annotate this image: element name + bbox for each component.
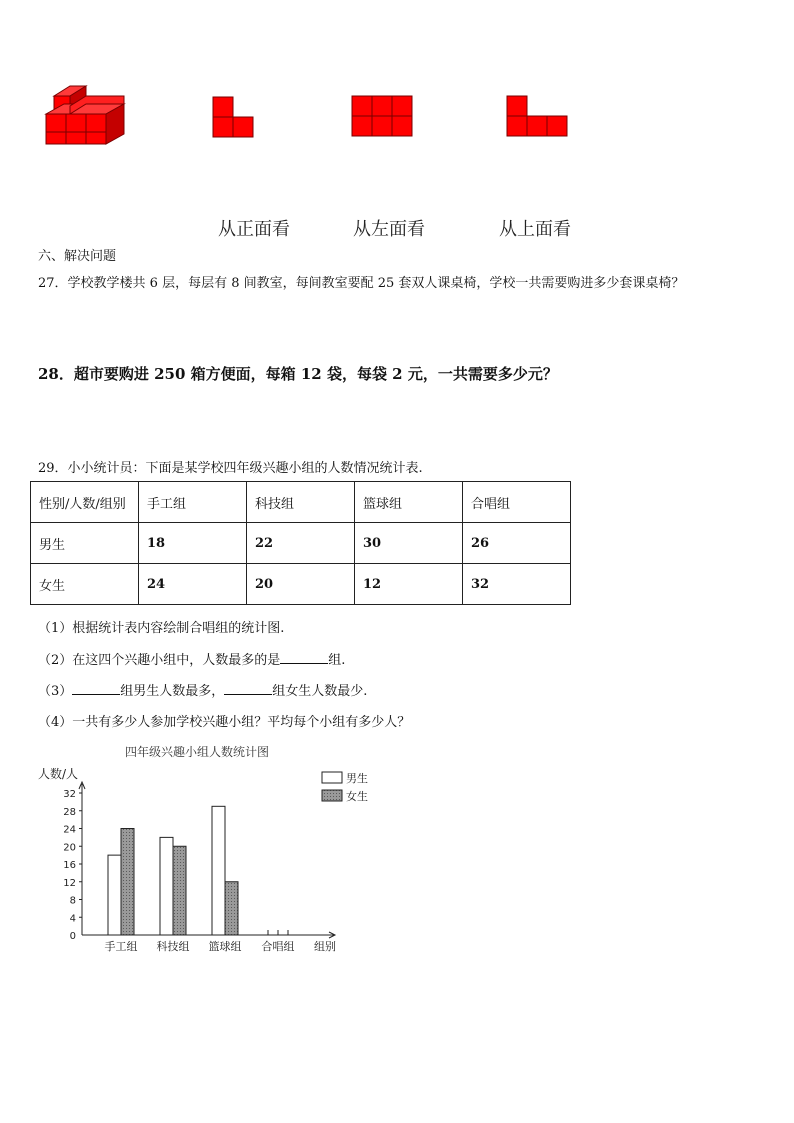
question-29-intro: 29．小小统计员：下面是某学校四年级兴趣小组的人数情况统计表. [38,461,423,476]
stat-table [30,481,571,605]
y-tick-label: 12 [63,877,76,889]
y-tick-label: 24 [63,824,76,836]
cube-figures [40,80,600,160]
bar-girls [121,829,134,936]
sub-question-3 [38,680,367,699]
table-header-cell: 手工组 [139,482,247,523]
answer-blank[interactable] [224,682,272,695]
front-view-figure [213,97,253,137]
table-header-cell: 科技组 [247,482,355,523]
legend-swatch [322,772,342,783]
x-axis-label: 组别 [314,940,336,953]
y-tick-label: 16 [63,860,76,871]
table-cell: 24 [139,564,247,605]
bar-boys [108,855,121,935]
table-header-cell: 篮球组 [355,482,463,523]
table-cell: 12 [355,564,463,605]
sub-question-1: （1）根据统计表内容绘制合唱组的统计图. [38,621,285,636]
x-tick-label: 篮球组 [208,940,242,953]
legend-swatch [322,790,342,801]
answer-blank[interactable] [72,682,120,695]
sub-question-4: （4）一共有多少人参加学校兴趣小组？平均每个小组有多少人？ [38,715,411,730]
sub-question-2-text-b: 组. [328,653,346,668]
chart-title: 四年级兴趣小组人数统计图 [125,745,270,759]
bar-girls [225,882,238,935]
left-view-figure [352,96,412,136]
table-row [31,564,571,605]
front-view-label: 从正面看 [218,219,290,240]
x-tick-label: 合唱组 [261,940,295,953]
table-cell: 26 [463,523,571,564]
table-header-row [31,482,571,523]
table-cell: 女生 [31,564,139,605]
table-header-cell: 性别/人数/组别 [31,482,139,523]
table-cell: 18 [139,523,247,564]
top-view-figure [507,96,567,136]
table-cell: 32 [463,564,571,605]
x-tick-label: 手工组 [104,940,138,953]
y-axis-label: 人数/人 [38,767,79,781]
sub-question-3-text-a: （3） [38,684,73,699]
sub-question-3-text-b: 组男生人数最多， [120,684,225,699]
bar-boys [160,837,173,935]
question-27: 27．学校教学楼共 6 层，每层有 8 间教室，每间教室要配 25 套双人课桌椅，学校一共需要购进多少套课桌椅？ [38,276,685,291]
legend-label: 男生 [346,772,368,785]
y-tick-label: 8 [69,895,76,907]
x-tick-label: 科技组 [156,940,190,953]
y-tick-label: 20 [63,842,76,854]
legend-label: 女生 [346,790,368,803]
table-cell: 男生 [31,523,139,564]
y-tick-label: 4 [69,913,76,925]
y-tick-label: 28 [63,806,76,818]
left-view-label: 从左面看 [353,219,425,240]
y-tick-label: 0 [69,931,76,942]
sub-question-2-text-a: （2）在这四个兴趣小组中，人数最多的是 [38,653,281,668]
bar-girls [173,846,186,935]
table-cell: 20 [247,564,355,605]
section-title: 六、解决问题 [38,249,117,264]
top-view-label: 从上面看 [499,219,571,240]
y-tick-label: 32 [63,789,76,800]
sub-question-3-text-c: 组女生人数最少. [272,684,368,699]
table-cell: 30 [355,523,463,564]
solid-figure [46,86,124,144]
bar-boys [212,806,225,935]
bar-chart [30,760,368,960]
table-header-cell: 合唱组 [463,482,571,523]
question-28: 28．超市要购进 250 箱方便面，每箱 12 袋，每袋 2 元，一共需要多少元？ [38,365,558,383]
table-row [31,523,571,564]
answer-blank[interactable] [280,651,328,664]
sub-question-2 [38,649,345,668]
table-cell: 22 [247,523,355,564]
